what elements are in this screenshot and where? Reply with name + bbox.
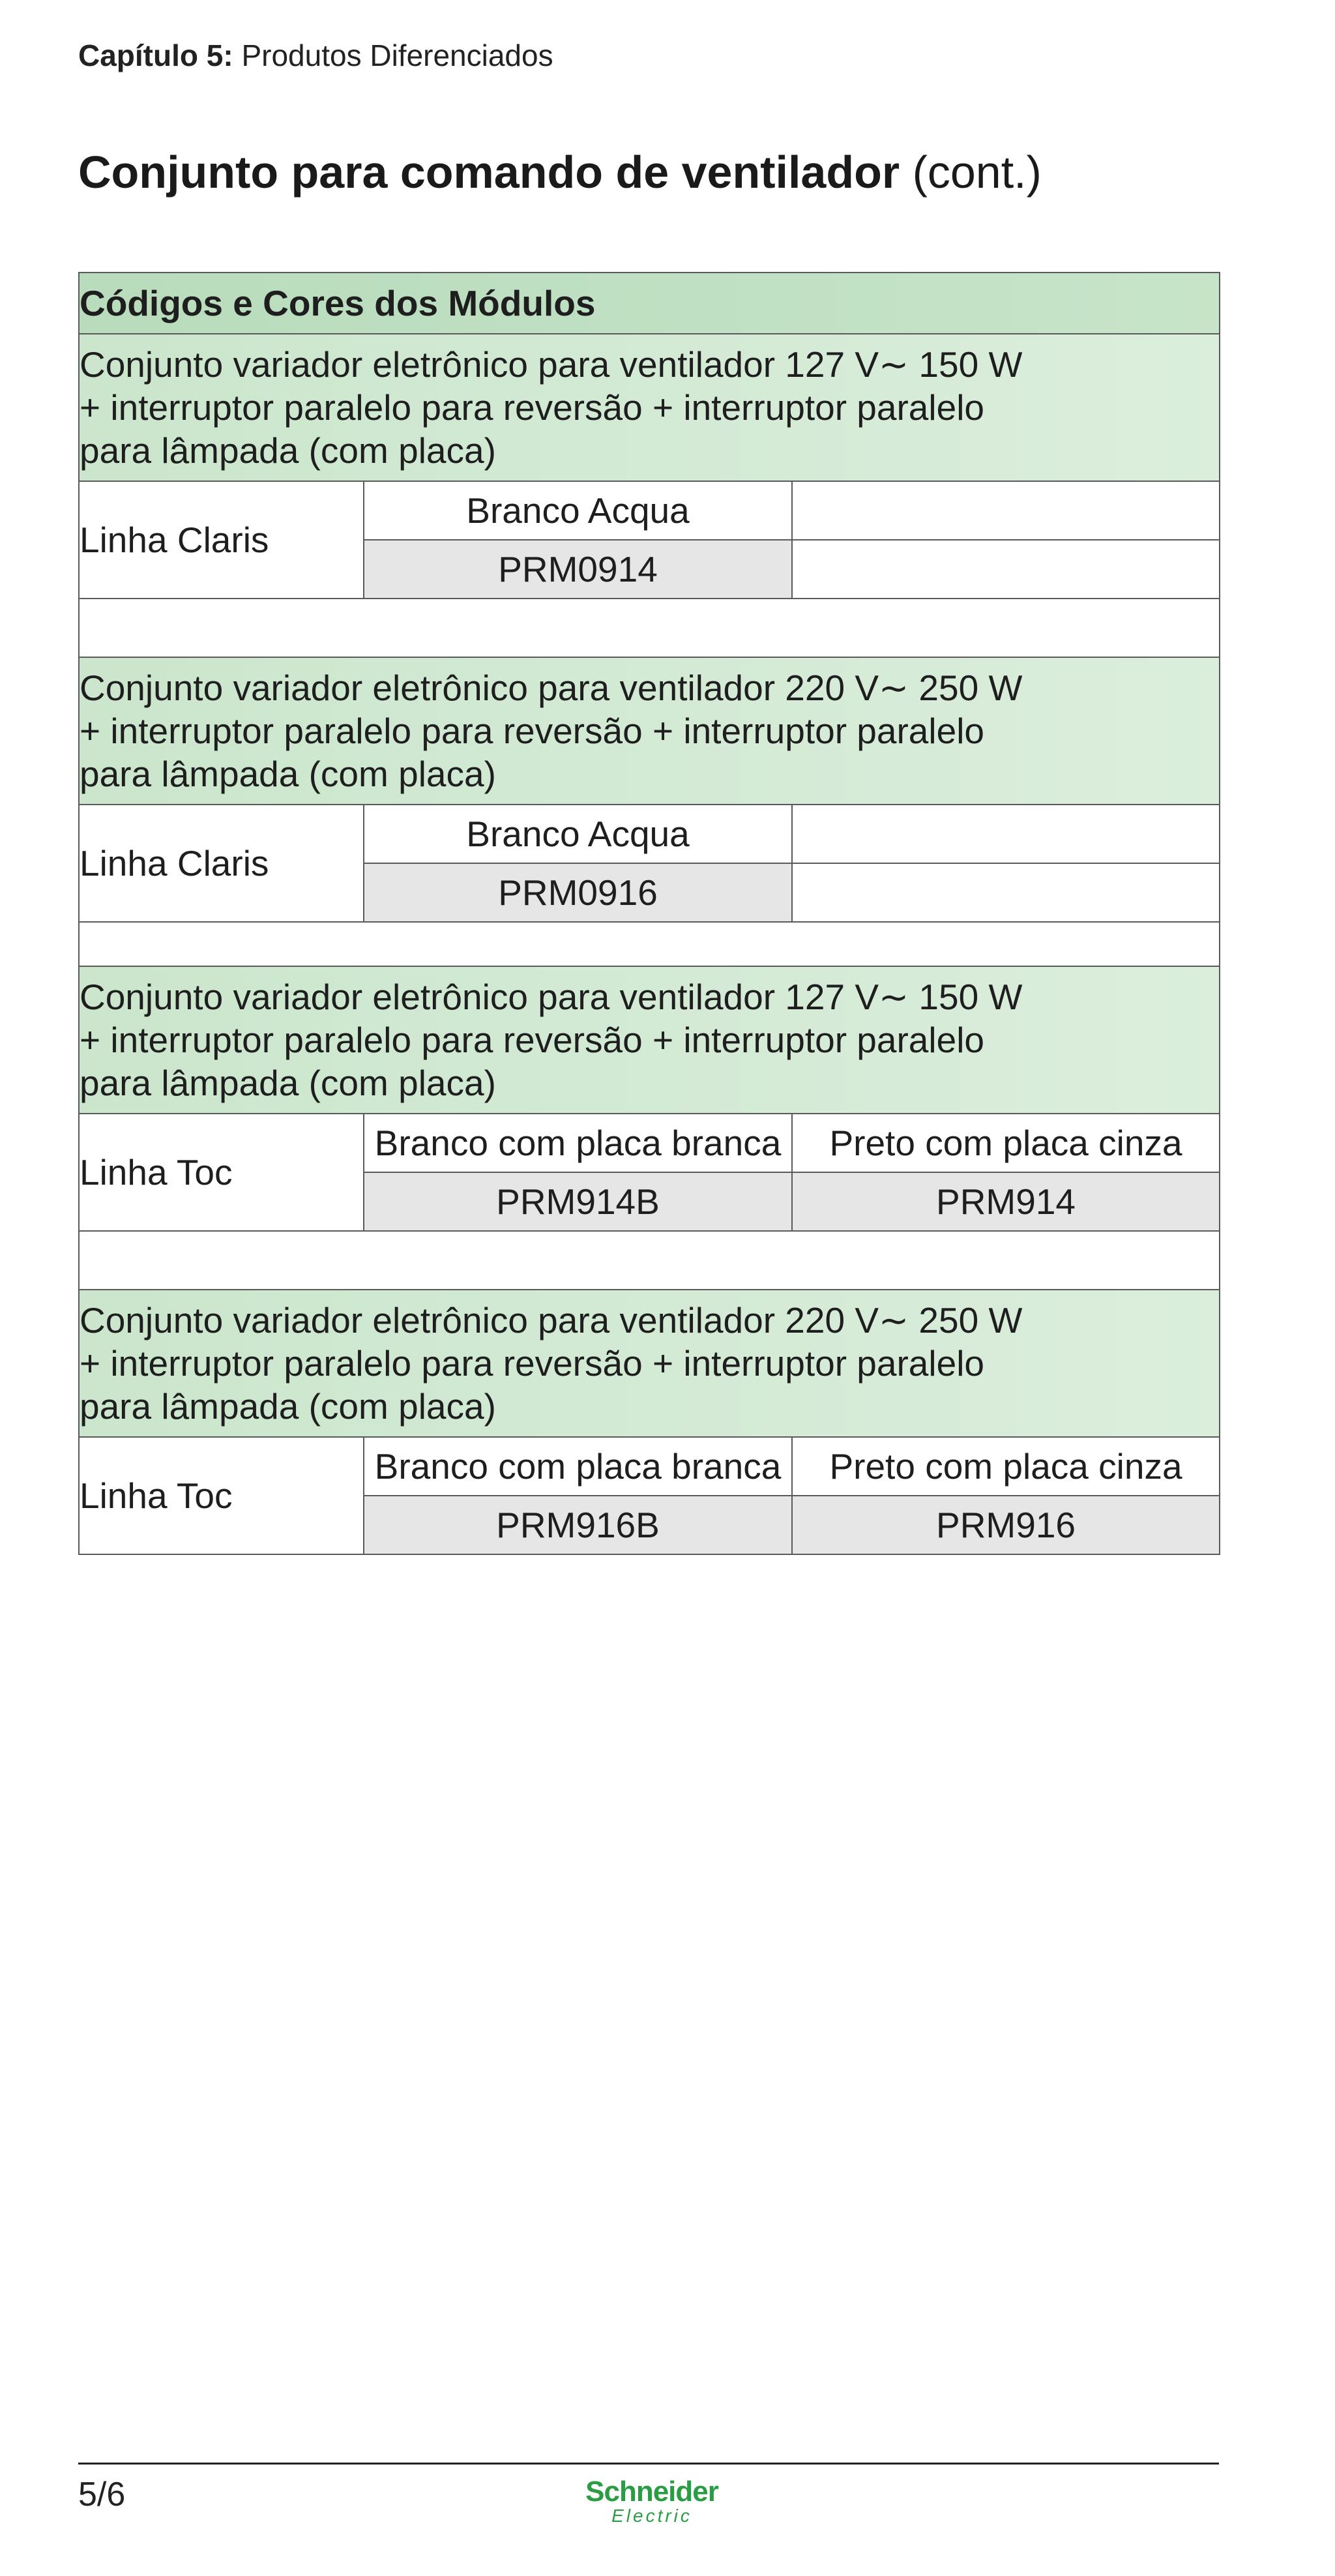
options-row [79,481,1220,540]
chapter-name: Produtos Diferenciados [241,38,553,72]
page-title-suffix: (cont.) [912,147,1042,198]
spacer-row [79,1231,1220,1290]
spacer-cell [79,1231,1220,1290]
group-description [79,966,1220,1114]
description-line: para lâmpada (com placa) [80,1063,496,1103]
codes-table [78,272,1220,1555]
color-option: Preto com placa cinza [792,1437,1220,1496]
group-description-row [79,657,1220,805]
product-code: PRM916 [792,1496,1220,1554]
description-line: para lâmpada (com placa) [80,1386,496,1427]
product-line-label: Linha Claris [79,805,364,922]
description-line: para lâmpada (com placa) [80,754,496,794]
group-description-row [79,966,1220,1114]
page-title [78,145,1042,200]
product-line-label: Linha Toc [79,1437,364,1554]
spacer-row [79,922,1220,966]
color-option: Branco com placa branca [364,1437,792,1496]
page-title-main: Conjunto para comando de ventilador [78,147,900,198]
group-description-row [79,334,1220,481]
description-line: Conjunto variador eletrônico para ventilador 220 V∼ 250 W [80,1300,1023,1340]
schneider-logo [574,2478,730,2526]
spacer-cell [79,599,1220,657]
product-code [792,540,1220,599]
group-description-row [79,1290,1220,1437]
description-line: Conjunto variador eletrônico para ventilador 127 V∼ 150 W [80,977,1023,1017]
description-line: + interruptor paralelo para reversão + interruptor paralelo [80,1343,984,1384]
logo-sub-text: Electric [611,2506,692,2526]
table-header-row [79,273,1220,334]
product-line-label: Linha Toc [79,1114,364,1231]
spacer-row [79,599,1220,657]
color-option: Branco Acqua [364,805,792,863]
product-code [792,863,1220,922]
chapter-heading [78,38,553,74]
options-row [79,805,1220,863]
footer-divider [78,2463,1219,2465]
chapter-label: Capítulo 5: [78,38,233,72]
color-option: Preto com placa cinza [792,1114,1220,1172]
description-line: + interruptor paralelo para reversão + interruptor paralelo [80,711,984,751]
product-line-label: Linha Claris [79,481,364,599]
color-option: Branco Acqua [364,481,792,540]
group-description [79,334,1220,481]
product-code: PRM914B [364,1172,792,1231]
color-option [792,805,1220,863]
product-code: PRM916B [364,1496,792,1554]
description-line: Conjunto variador eletrônico para ventilador 127 V∼ 150 W [80,344,1023,385]
description-line: + interruptor paralelo para reversão + interruptor paralelo [80,1020,984,1060]
description-line: Conjunto variador eletrônico para ventilador 220 V∼ 250 W [80,668,1023,708]
product-code: PRM0914 [364,540,792,599]
logo-brand-text: Schneider [585,2476,718,2508]
color-option: Branco com placa branca [364,1114,792,1172]
description-line: + interruptor paralelo para reversão + interruptor paralelo [80,387,984,428]
description-line: para lâmpada (com placa) [80,430,496,471]
spacer-cell [79,922,1220,966]
product-code: PRM0916 [364,863,792,922]
options-row [79,1437,1220,1496]
page-number: 5/6 [78,2476,126,2513]
table-header: Códigos e Cores dos Módulos [79,273,1220,334]
group-description [79,1290,1220,1437]
group-description [79,657,1220,805]
color-option [792,481,1220,540]
options-row [79,1114,1220,1172]
product-code: PRM914 [792,1172,1220,1231]
